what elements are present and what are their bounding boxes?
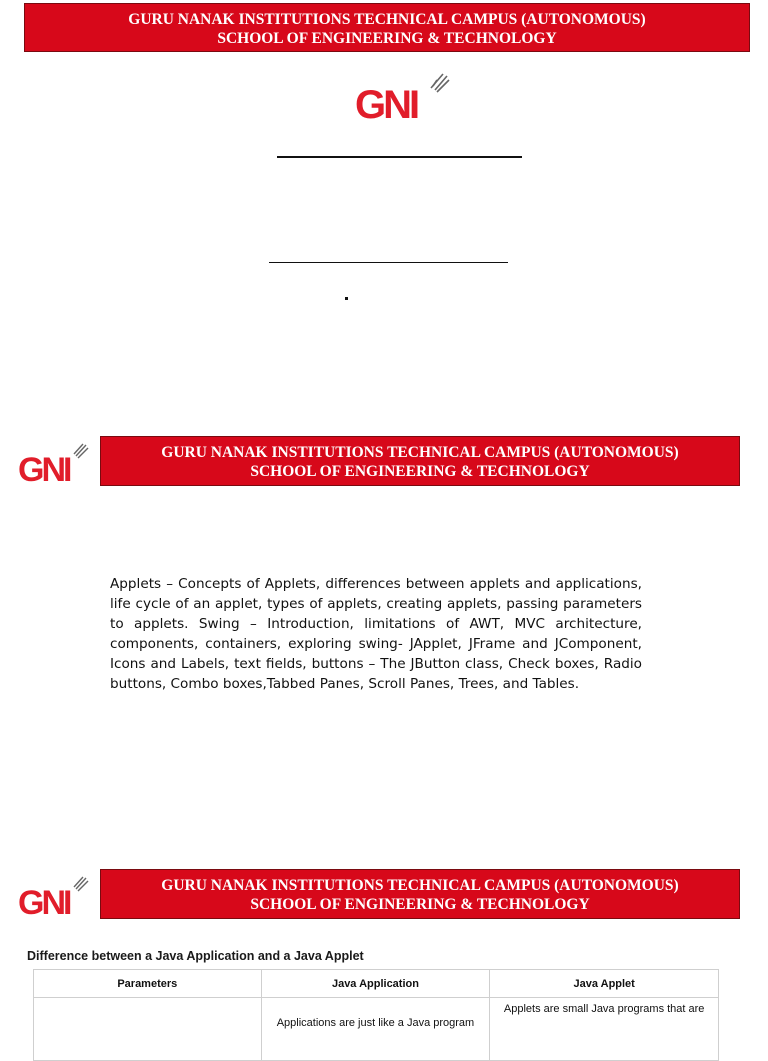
column-header-java-applet: Java Applet [490, 970, 719, 998]
page-header-banner [100, 436, 740, 486]
header-banner [24, 3, 750, 52]
gni-logo [355, 72, 451, 124]
column-header-parameters: Parameters [34, 970, 262, 998]
gni-logo-text: GNI [18, 884, 70, 919]
banner-institution-name: GURU NANAK INSTITUTIONS TECHNICAL CAMPUS (AUTONOMOUS) [161, 444, 679, 461]
column-header-java-application: Java Application [261, 970, 490, 998]
table-cell-parameter [34, 998, 262, 1061]
comparison-heading: Difference between a Java Application and a Java Applet [27, 949, 364, 963]
gni-logo-text: GNI [355, 83, 418, 124]
gni-logo [18, 442, 90, 486]
comparison-table [33, 969, 719, 1061]
cover-subtitle-underline [269, 262, 508, 263]
banner-institution-name: GURU NANAK INSTITUTIONS TECHNICAL CAMPUS (AUTONOMOUS) [128, 11, 646, 28]
banner-school-name: SCHOOL OF ENGINEERING & TECHNOLOGY [217, 30, 557, 47]
table-header-row [34, 970, 719, 998]
table-cell-application: Applications are just like a Java program [261, 998, 490, 1061]
gni-logo-text: GNI [18, 451, 70, 486]
table-row [34, 998, 719, 1061]
cover-dot [345, 297, 348, 300]
page-header-banner [100, 869, 740, 919]
banner-school-name: SCHOOL OF ENGINEERING & TECHNOLOGY [250, 463, 590, 480]
syllabus-paragraph: Applets – Concepts of Applets, differences between applets and applications, life cycle of an applet, types of applets, creating applets, passing parameters to applets. Swing – Introduction, limitations of AWT, MVC architecture, components, containers, exploring swing- JApplet, JFrame and JComponent, Icons and Labels, text fields, buttons – The JButton class, Check boxes, Radio buttons, Combo boxes,Tabbed Panes, Scroll Panes, Trees, and Tables. [110, 576, 642, 692]
gni-logo [18, 875, 90, 919]
cover-title-underline [277, 156, 522, 158]
banner-school-name: SCHOOL OF ENGINEERING & TECHNOLOGY [250, 896, 590, 913]
table-cell-applet: Applets are small Java programs that are [490, 998, 719, 1061]
banner-institution-name: GURU NANAK INSTITUTIONS TECHNICAL CAMPUS (AUTONOMOUS) [161, 877, 679, 894]
